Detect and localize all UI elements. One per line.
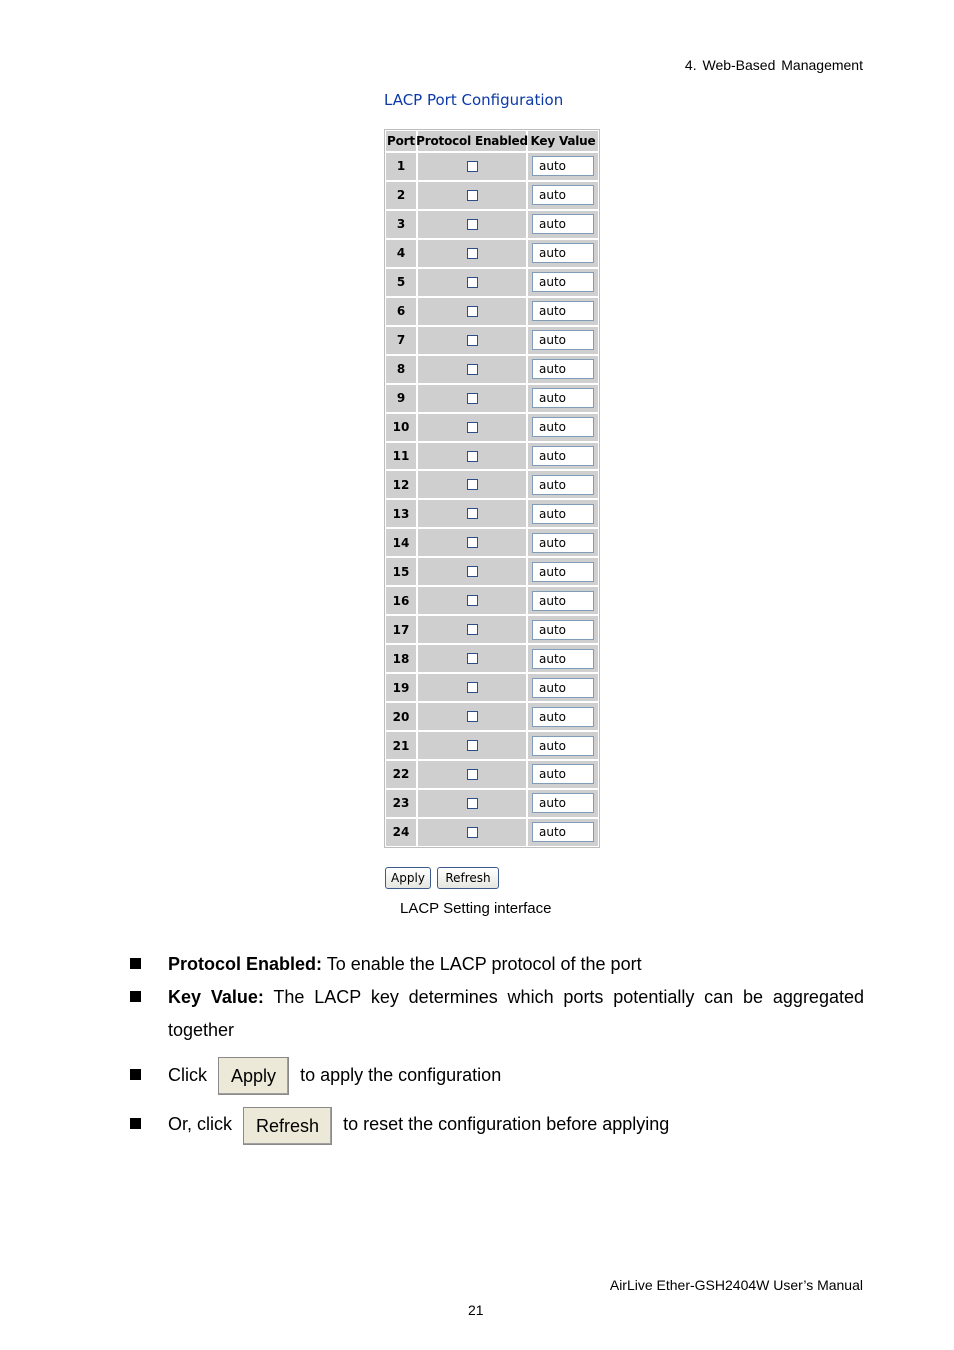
key-value-input[interactable]: auto [532,707,594,727]
port-number: 5 [386,269,416,296]
key-value-input[interactable]: auto [532,330,594,350]
key-value-cell [528,471,598,498]
key-value-cell [528,819,598,846]
bullet-square-icon [130,1118,141,1129]
key-value-input[interactable]: auto [532,504,594,524]
config-title: LACP Port Configuration [384,91,564,109]
inline-refresh-button[interactable]: Refresh [243,1107,332,1145]
protocol-enabled-checkbox[interactable] [467,248,478,259]
protocol-enabled-checkbox[interactable] [467,682,478,693]
bullet-term: Key Value: [168,987,264,1007]
table-row [386,819,598,846]
key-value-input[interactable]: auto [532,620,594,640]
key-value-cell [528,761,598,788]
key-value-cell [528,327,598,354]
key-value-cell [528,269,598,296]
table-row [386,616,598,643]
protocol-enabled-cell [418,356,526,383]
protocol-enabled-cell [418,703,526,730]
key-value-cell [528,790,598,817]
protocol-enabled-cell [418,819,526,846]
key-value-input[interactable]: auto [532,243,594,263]
table-row [386,500,598,527]
protocol-enabled-cell [418,443,526,470]
key-value-cell [528,211,598,238]
key-value-cell [528,240,598,267]
port-number: 7 [386,327,416,354]
port-number: 15 [386,558,416,585]
bullet-text: to reset the configuration before applying [343,1114,670,1135]
table-row [386,153,598,180]
table-row [386,529,598,556]
figure-caption: LACP Setting interface [400,900,552,917]
key-value-cell [528,529,598,556]
protocol-enabled-cell [418,761,526,788]
table-row [386,790,598,817]
protocol-enabled-checkbox[interactable] [467,508,478,519]
bullet-click-apply [130,1055,864,1095]
protocol-enabled-cell [418,240,526,267]
port-number: 16 [386,587,416,614]
port-number: 20 [386,703,416,730]
protocol-enabled-checkbox[interactable] [467,769,478,780]
port-number: 19 [386,674,416,701]
port-number: 21 [386,732,416,759]
port-number: 24 [386,819,416,846]
bullet-list [130,948,864,1145]
column-header-protocol-enabled: Protocol Enabled [418,131,526,151]
key-value-input[interactable]: auto [532,214,594,234]
protocol-enabled-checkbox[interactable] [467,190,478,201]
key-value-cell [528,385,598,412]
key-value-input[interactable]: auto [532,272,594,292]
lacp-port-table [384,129,600,848]
bullet-text: The LACP key determines which ports potentially can be aggregated together [168,987,864,1040]
protocol-enabled-checkbox[interactable] [467,393,478,404]
table-row [386,471,598,498]
table-row [386,269,598,296]
table-row [386,703,598,730]
protocol-enabled-cell [418,385,526,412]
key-value-cell [528,645,598,672]
table-row [386,674,598,701]
protocol-enabled-cell [418,327,526,354]
refresh-button[interactable]: Refresh [437,867,499,889]
key-value-input[interactable]: auto [532,417,594,437]
table-row [386,327,598,354]
table-row [386,414,598,441]
bullet-click-refresh [130,1104,864,1144]
port-number: 11 [386,443,416,470]
port-number: 17 [386,616,416,643]
protocol-enabled-checkbox[interactable] [467,537,478,548]
key-value-input[interactable]: auto [532,359,594,379]
protocol-enabled-checkbox[interactable] [467,711,478,722]
protocol-enabled-checkbox[interactable] [467,306,478,317]
protocol-enabled-checkbox[interactable] [467,335,478,346]
table-row [386,645,598,672]
protocol-enabled-cell [418,471,526,498]
table-row [386,298,598,325]
port-number: 9 [386,385,416,412]
protocol-enabled-checkbox[interactable] [467,422,478,433]
protocol-enabled-cell [418,529,526,556]
bullet-square-icon [130,958,141,969]
bullet-square-icon [130,991,141,1002]
key-value-input[interactable]: auto [532,793,594,813]
key-value-cell [528,616,598,643]
key-value-cell [528,587,598,614]
bullet-text: Click [168,1065,207,1085]
key-value-cell [528,182,598,209]
port-number: 22 [386,761,416,788]
inline-apply-button[interactable]: Apply [218,1057,289,1095]
protocol-enabled-checkbox[interactable] [467,479,478,490]
page-number: 21 [468,1302,484,1318]
protocol-enabled-checkbox[interactable] [467,566,478,577]
key-value-input[interactable]: auto [532,649,594,669]
key-value-input[interactable]: auto [532,736,594,756]
key-value-input[interactable]: auto [532,678,594,698]
protocol-enabled-cell [418,790,526,817]
table-row [386,587,598,614]
key-value-cell [528,703,598,730]
manual-footer: AirLive Ether-GSH2404W User’s Manual [609,1277,863,1293]
protocol-enabled-checkbox[interactable] [467,827,478,838]
port-number: 4 [386,240,416,267]
key-value-input[interactable]: auto [532,764,594,784]
key-value-cell [528,414,598,441]
table-row [386,356,598,383]
protocol-enabled-cell [418,587,526,614]
protocol-enabled-cell [418,558,526,585]
section-header: 4. Web-Based Management [684,57,863,73]
key-value-input[interactable]: auto [532,475,594,495]
protocol-enabled-checkbox[interactable] [467,740,478,751]
key-value-cell [528,443,598,470]
bullet-text: to apply the configuration [300,1065,502,1085]
port-number: 3 [386,211,416,238]
port-number: 23 [386,790,416,817]
protocol-enabled-cell [418,674,526,701]
protocol-enabled-checkbox[interactable] [467,624,478,635]
protocol-enabled-checkbox[interactable] [467,277,478,288]
key-value-input[interactable]: auto [532,156,594,176]
protocol-enabled-cell [418,211,526,238]
key-value-cell [528,558,598,585]
bullet-key-value [130,981,864,1047]
protocol-enabled-cell [418,616,526,643]
table-row [386,443,598,470]
key-value-input[interactable]: auto [532,388,594,408]
table-row [386,182,598,209]
key-value-input[interactable]: auto [532,591,594,611]
protocol-enabled-checkbox[interactable] [467,653,478,664]
protocol-enabled-cell [418,182,526,209]
column-header-key-value: Key Value [528,131,598,151]
table-row [386,211,598,238]
table-row [386,761,598,788]
bullet-protocol-enabled [130,948,864,981]
protocol-enabled-checkbox[interactable] [467,219,478,230]
protocol-enabled-checkbox[interactable] [467,595,478,606]
key-value-input[interactable]: auto [532,822,594,842]
key-value-cell [528,500,598,527]
bullet-square-icon [130,1069,141,1080]
table-row [386,558,598,585]
port-number: 8 [386,356,416,383]
key-value-input[interactable]: auto [532,301,594,321]
port-number: 18 [386,645,416,672]
port-number: 14 [386,529,416,556]
table-row [386,240,598,267]
key-value-input[interactable]: auto [532,562,594,582]
protocol-enabled-checkbox[interactable] [467,161,478,172]
port-number: 1 [386,153,416,180]
key-value-cell [528,674,598,701]
key-value-input[interactable]: auto [532,185,594,205]
protocol-enabled-cell [418,500,526,527]
port-number: 10 [386,414,416,441]
protocol-enabled-cell [418,153,526,180]
protocol-enabled-cell [418,732,526,759]
key-value-cell [528,732,598,759]
key-value-cell [528,153,598,180]
protocol-enabled-cell [418,414,526,441]
port-number: 13 [386,500,416,527]
bullet-text: To enable the LACP protocol of the port [322,954,642,974]
port-number: 12 [386,471,416,498]
apply-button[interactable]: Apply [385,867,431,889]
protocol-enabled-cell [418,645,526,672]
bullet-text: Or, click [168,1114,233,1135]
key-value-input[interactable]: auto [532,446,594,466]
key-value-input[interactable]: auto [532,533,594,553]
bullet-term: Protocol Enabled: [168,954,323,974]
key-value-cell [528,356,598,383]
protocol-enabled-checkbox[interactable] [467,451,478,462]
protocol-enabled-checkbox[interactable] [467,364,478,375]
port-number: 2 [386,182,416,209]
protocol-enabled-checkbox[interactable] [467,798,478,809]
table-row [386,385,598,412]
key-value-cell [528,298,598,325]
protocol-enabled-cell [418,298,526,325]
column-header-port: Port [386,131,416,151]
protocol-enabled-cell [418,269,526,296]
port-number: 6 [386,298,416,325]
table-row [386,732,598,759]
table-header-row [386,131,598,151]
